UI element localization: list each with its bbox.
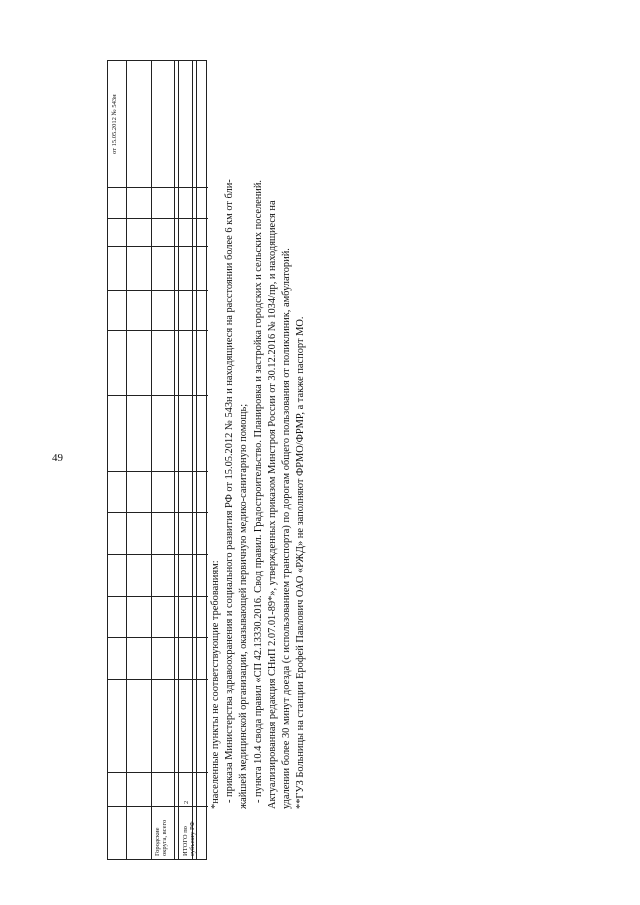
data-table [107, 60, 207, 860]
page-number: 49 [52, 452, 63, 464]
table-column-line [108, 330, 208, 331]
table-column-line [108, 637, 208, 638]
table-header-note: от 15.05.2012 № 543н [111, 94, 118, 154]
table-column-line [108, 772, 208, 773]
table-column-line [108, 218, 208, 219]
table-row-line [151, 61, 152, 859]
footnote-line: *населенные пункты не соответствующие требованиям: [210, 560, 221, 809]
footnote-line: жайшей медицинской организации, оказывающей первичную медико-санитарную помощь; [238, 403, 250, 809]
table-row-line [178, 61, 179, 859]
table-column-line [108, 512, 208, 513]
table-column-line [108, 290, 208, 291]
table-row-line [196, 61, 197, 859]
table-column-line [108, 554, 208, 555]
footnotes [209, 69, 308, 809]
table-column-line [108, 471, 208, 472]
table-row-line [174, 61, 175, 859]
table-row-label: ИТОГО по субъекту РФ [182, 821, 196, 856]
table-row-line [192, 61, 193, 859]
table-column-line [108, 806, 208, 807]
table-column-line [108, 246, 208, 247]
table-row-label: Городские округа, всего [154, 819, 168, 856]
footnote-line: **ГУЗ Больницы на станции Ерофей Павлович ОАО «РЖД» не заполняют ФРМО/ФРМР, а также паспорт МО. [295, 316, 307, 809]
footnote-line: Актуализированная редакция СНиП 2.07.01-89*», утвержденных приказом Минстроя России от 30.12.2016 № 1034/пр, и находящиеся на [266, 200, 278, 809]
footnote-line: удалении более 30 минут доезда (с использованием транспорта) по дорогам общего пользования от поликлиник, амбулаторий. [281, 248, 293, 809]
table-column-line [108, 187, 208, 188]
footnote-line: - пункта 10.4 свода правил «СП 42.13330.2016. Свод правил. Градостроительство. Планировка и застройка городских и сельских поселений. [252, 179, 264, 803]
table-column-line [108, 596, 208, 597]
table-column-line [108, 395, 208, 396]
table-column-line [108, 679, 208, 680]
table-cell-value: 2 [183, 800, 190, 804]
footnote-line: - приказа Министерства здравоохранения и социального развития РФ от 15.05.2012 № 543н и находящиеся на расстоянии более 6 км от бли- [224, 179, 236, 803]
table-row-line [126, 61, 127, 859]
